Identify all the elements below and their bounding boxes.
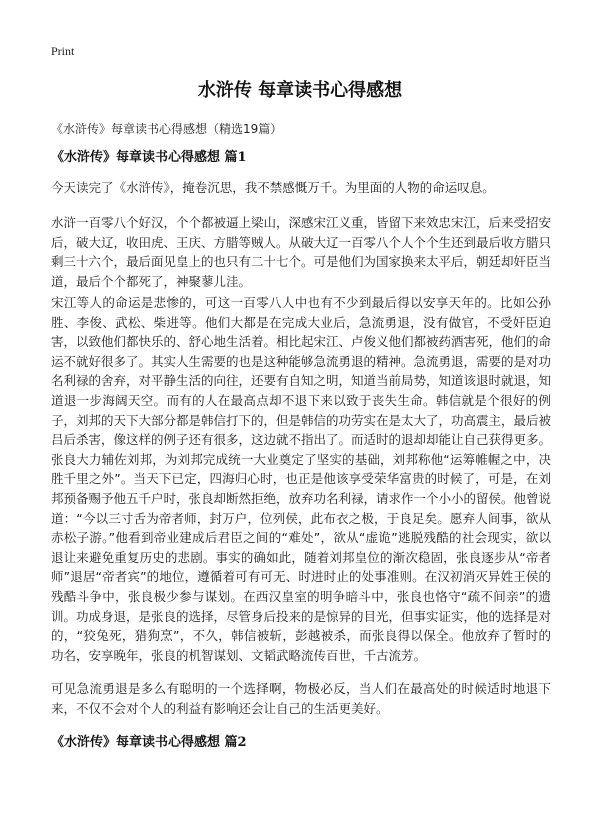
paragraph: 可见急流勇退是多么有聪明的一个选择啊，物极必反，当人们在最高处的时候适时地退下来，不仅不会对个人的利益有影响还会让自己的生活更美好。: [51, 681, 551, 716]
document-subtitle: 《水浒传》每章读书心得感想（精选19篇）: [51, 122, 283, 136]
paragraph: 宋江等人的命运是悲惨的，可这一百零八人中也有不少到最后得以安享天年的。比如公孙胜、李俊、武松、柴进等。他们大都是在完成大业后，急流勇退，没有做官，不受奸臣迫害，以致他们都快乐的、舒心地生活着。相比起宋江、卢俊义他们都被药酒害死，他们的命运不就好很多了。其实人生需要的也是这种能够急流勇退的精神。急流勇退，需要的是对功名利禄的舍弃，对平静生活的向往，还要有自知之明，知道当前局势，知道该退时就退，知道退一步海阔天空。而有的人在最高点却不退下来以致于丧失生命。韩信就是个很好的例子，刘邦的天下大部分都是韩信打下的，但是韩信的功劳实在是太大了，功高震主，最后被吕后杀害，像这样的例子还有很多，这边就不指出了。而适时的退却却能让自己获得更多。张良大力辅佐刘邦，为刘邦完成统一大业奠定了坚实的基础，刘邦称他“运筹帷幄之中，决胜千里之外”。当天下已定，四海归心时，也正是他该享受荣华富贵的时候了，可是，在刘邦预备赐予他五千户时，张良却断然拒绝，放弃功名利禄，请求作一个小小的留侯。他曾说道：“今以三寸舌为帝者师，封万户，位列侯，此布衣之极，于良足矣。愿弃人间事，欲从赤松子游。”他看到帝业建成后君臣之间的“难处”，欲从“虚诡”逃脱残酷的社会现实，欲以退让来避免重复历史的悲剧。事实的确如此，随着刘邦皇位的渐次稳固，张良逐步从“帝者师”退居“帝者宾”的地位，遵循着可有可无、时进时止的处事准则。在汉初消灭异姓王侯的残酷斗争中，张良极少参与谋划。在西汉皇室的明争暗斗中，张良也恪守“疏不间亲”的遗训。功成身退，是张良的选择，尽管身后投来的是惊异的目光，但事实证实，他的选择是对的，“狡兔死，猎狗烹”，不久，韩信被斩，彭越被杀，而张良得以保全。他放弃了暂时的功名，安享晚年，张良的机智谋划、文韬武略流传百世，千古流芳。: [51, 295, 552, 663]
section-heading-1: 《水浒传》每章读书心得感想 篇1: [51, 150, 247, 165]
page-title: 水浒传 每章读书心得感想: [197, 80, 403, 101]
print-link[interactable]: Print: [51, 44, 75, 58]
paragraph: 今天读完了《水浒传》，掩卷沉思，我不禁感慨万千。为里面的人物的命运叹息。: [51, 180, 495, 195]
section-heading-2: 《水浒传》每章读书心得感想 篇2: [51, 735, 247, 750]
paragraph: 水浒一百零八个好汉，个个都被逼上梁山，深感宋江义重，皆留下来效忠宋江，后来受招安后，破大辽，收田虎、王庆、方腊等贼人。从破大辽一百零八个人个个生还到最后收方腊只剩三十六个，最后面见皇上的也只有二十七个。可是他们为国家换来太平后，朝廷却奸臣当道，最后个个都死了，神聚蓼儿洼。: [51, 215, 552, 289]
